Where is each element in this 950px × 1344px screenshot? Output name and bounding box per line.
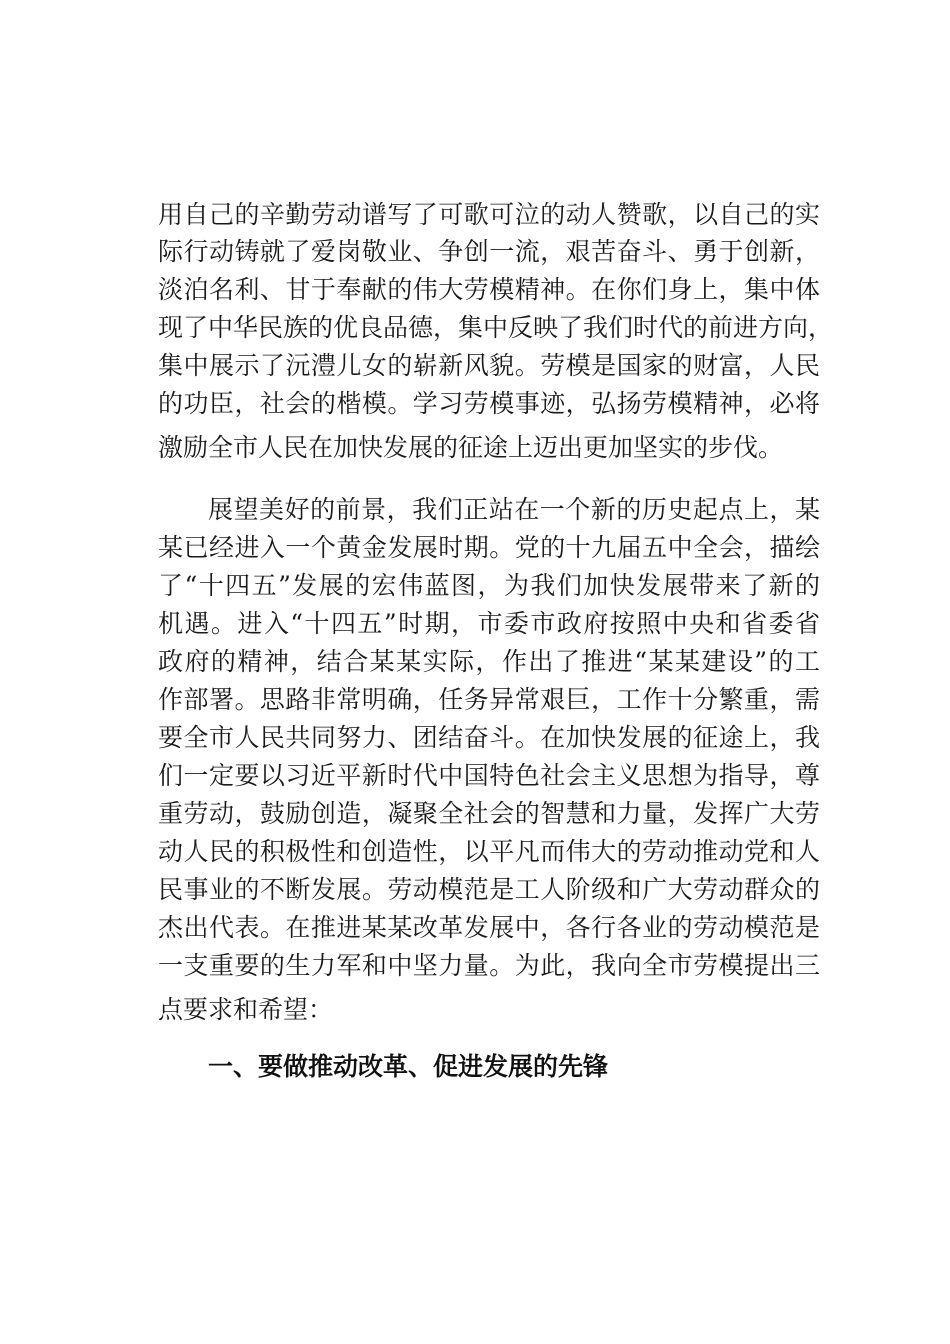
section-heading-1: 一、要做推动改革、促进发展的先锋 bbox=[208, 1052, 609, 1081]
paragraph-1-line-3: 淡泊名利、甘于奉献的伟大劳模精神。在你们身上，集中体 bbox=[158, 275, 820, 304]
paragraph-2-line-14: 点要求和希望： bbox=[158, 995, 334, 1024]
paragraph-1-line-6: 的功臣，社会的楷模。学习劳模事迹，弘扬劳模精神，必将 bbox=[158, 389, 820, 418]
paragraph-1-line-5: 集中展示了沅澧儿女的崭新风貌。劳模是国家的财富，人民 bbox=[158, 351, 820, 380]
paragraph-2-line-5: 政府的精神，结合某某实际，作出了推进“某某建设”的工 bbox=[158, 647, 820, 676]
paragraph-2-line-11: 民事业的不断发展。劳动模范是工人阶级和广大劳动群众的 bbox=[158, 875, 820, 904]
paragraph-2-line-3: 了“十四五”发展的宏伟蓝图，为我们加快发展带来了新的 bbox=[158, 571, 820, 600]
paragraph-1-line-7: 激励全市人民在加快发展的征途上迈出更加坚实的步伐。 bbox=[158, 433, 784, 462]
paragraph-2-line-10: 动人民的积极性和创造性，以平凡而伟大的劳动推动党和人 bbox=[158, 837, 820, 866]
paragraph-2-line-2: 某已经进入一个黄金发展时期。党的十九届五中全会，描绘 bbox=[158, 533, 820, 562]
paragraph-2-line-7: 要全市人民共同努力、团结奋斗。在加快发展的征途上，我 bbox=[158, 723, 820, 752]
paragraph-1-line-4: 现了中华民族的优良品德，集中反映了我们时代的前进方向， bbox=[158, 313, 834, 342]
paragraph-2-line-6: 作部署。思路非常明确，任务异常艰巨，工作十分繁重，需 bbox=[158, 685, 820, 714]
paragraph-2-line-12: 杰出代表。在推进某某改革发展中，各行各业的劳动模范是 bbox=[158, 913, 820, 942]
paragraph-2-line-8: 们一定要以习近平新时代中国特色社会主义思想为指导，尊 bbox=[158, 761, 820, 790]
paragraph-2-line-9: 重劳动，鼓励创造，凝聚全社会的智慧和力量，发挥广大劳 bbox=[158, 799, 820, 828]
paragraph-1-line-1: 用自己的辛勤劳动谱写了可歌可泣的动人赞歌，以自己的实 bbox=[158, 200, 820, 229]
paragraph-1-line-2: 际行动铸就了爱岗敬业、争创一流，艰苦奋斗、勇于创新， bbox=[158, 237, 820, 266]
paragraph-2-line-4: 机遇。进入“十四五”时期，市委市政府按照中央和省委省 bbox=[158, 609, 820, 638]
paragraph-2-line-13: 一支重要的生力军和中坚力量。为此，我向全市劳模提出三 bbox=[158, 951, 820, 980]
paragraph-2-line-1: 展望美好的前景，我们正站在一个新的历史起点上，某 bbox=[208, 495, 820, 524]
